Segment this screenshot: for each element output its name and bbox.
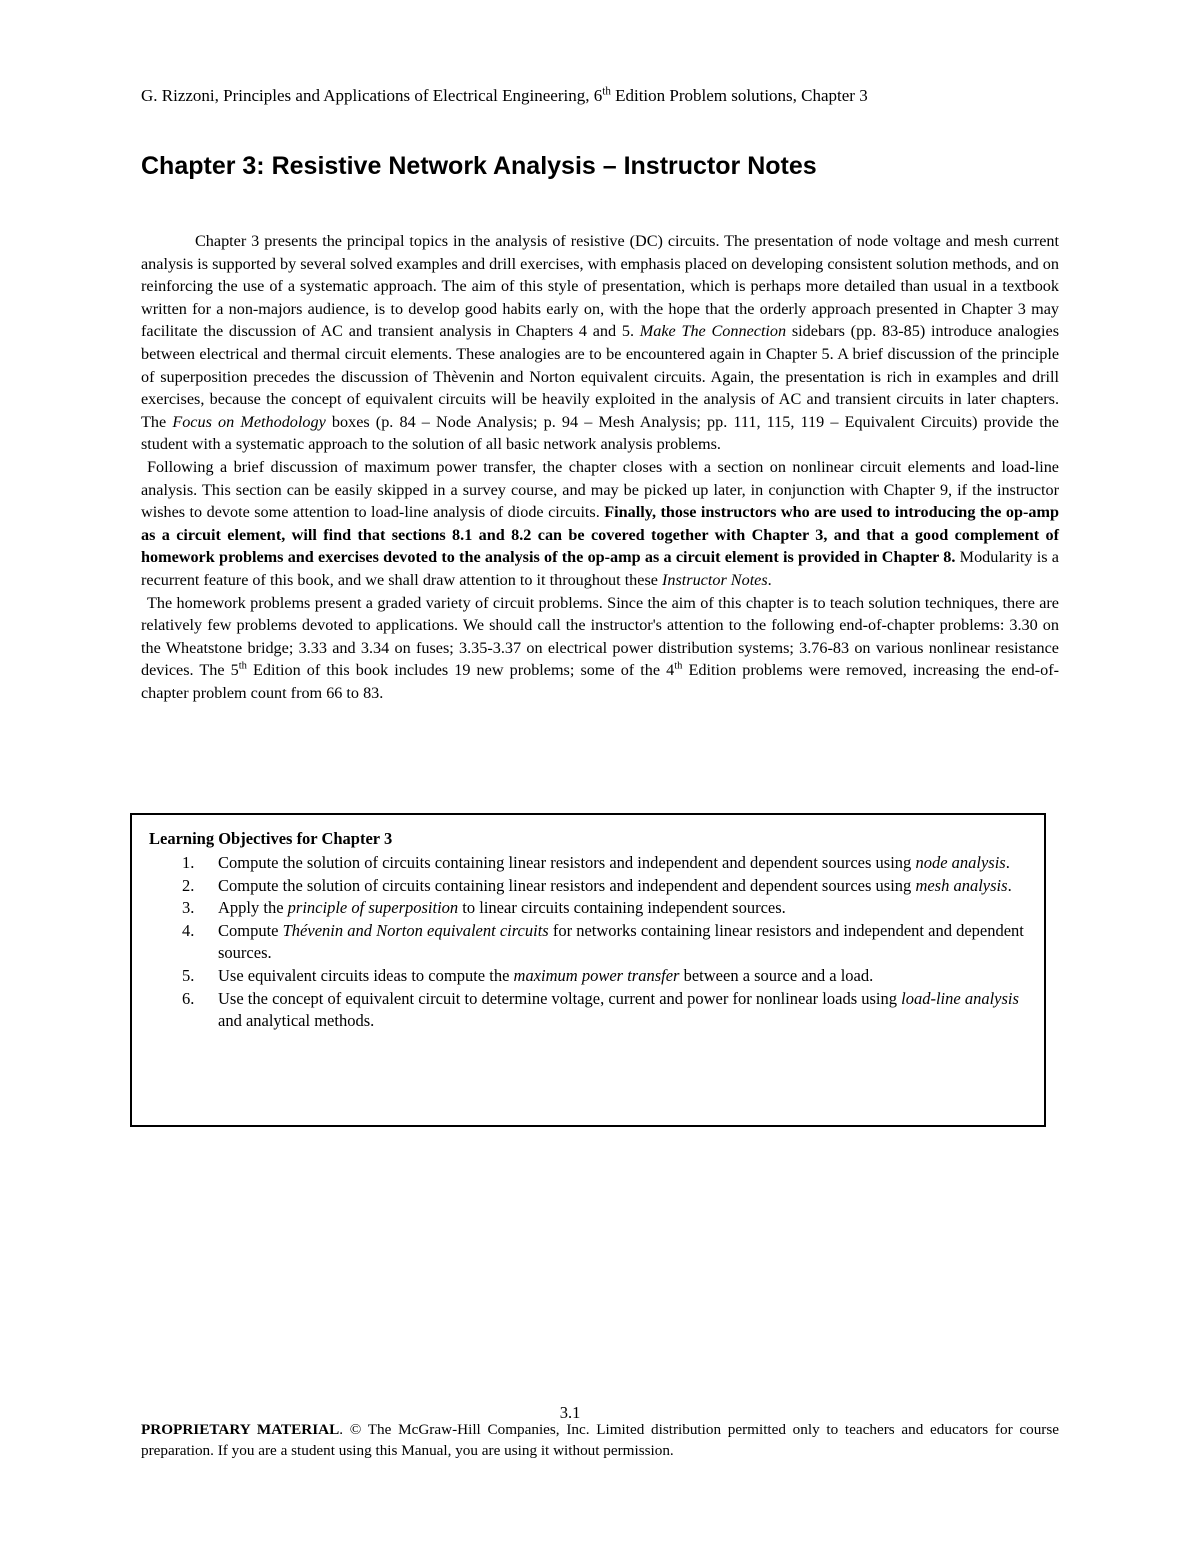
intro-paragraph-2: Following a brief discussion of maximum power transfer, the chapter closes with a section on nonlinear circuit elements and load-line analysis. This section can be easily skipped in a survey course, and may be picked up later, in conjunction with Chapter 9, if the instructor wishes to devote some attention to load-line analysis of diode circuits. Finally, those instructors who are used to introducing the op-amp as a circuit element, will find that sections 8.1 and 8.2 can be covered together with Chapter 3, and that a good complement of homework problems and exercises devoted to the analysis of the op-amp as a circuit element is provided in Chapter 8. Modularity is a recurrent feature of this book, and we shall draw attention to it throughout these Instructor Notes.	[141, 457, 1060, 589]
make-the-connection-term: Make The Connection	[639, 322, 787, 341]
objective-item: 6. Use the concept of equivalent circuit to determine voltage, current and power for nonlinear loads using load-line analysis and analytical methods.	[182, 988, 1019, 1031]
chapter-title: Chapter 3: Resistive Network Analysis – Instructor Notes	[141, 152, 817, 180]
learning-objectives-box	[130, 813, 1046, 1127]
intro-paragraph-1: Chapter 3 presents the principal topics in the analysis of resistive (DC) circuits. The presentation of node voltage and mesh current analysis is supported by several solved examples and drill exercises, with emphasis placed on developing consistent solution methods, and on reinforcing the use of a systematic approach. The aim of this style of presentation, which is perhaps more detailed than usual in a textbook written for a non-majors audience, is to develop good habits early on, with the hope that the orderly approach presented in Chapter 3 may facilitate the discussion of AC and transient analysis in Chapters 4 and 5. Make The Connection sidebars (pp. 83-85) introduce analogies between electrical and thermal circuit elements. These analogies are to be encountered again in Chapter 5. A brief discussion of the principle of superposition precedes the discussion of Thèvenin and Norton equivalent circuits. Again, the presentation is rich in examples and drill exercises, because the concept of equivalent circuits will be heavily exploited in the analysis of AC and transient circuits in later chapters. The Focus on Methodology boxes (p. 84 – Node Analysis; p. 94 – Mesh Analysis; pp. 111, 115, 119 – Equivalent Circuits) provide the student with a systematic approach to the solution of all basic network analysis problems.	[141, 232, 1059, 454]
objective-item: 4. Compute Thévenin and Norton equivalent circuits for networks containing linear resistors and independent and dependent sources.	[182, 920, 1024, 963]
header-superscript: th	[602, 85, 611, 98]
instructor-notes-body	[141, 230, 1059, 704]
running-header	[141, 86, 1041, 106]
intro-paragraph-3: The homework problems present a graded variety of circuit problems. Since the aim of this chapter is to teach solution techniques, there are relatively few problems devoted to applications. We should call the instructor's attention to the following end-of-chapter problems: 3.30 on the Wheatstone bridge; 3.33 and 3.34 on fuses; 3.35-3.37 on electrical power distribution systems; 3.76-83 on various nonlinear resistance devices. The 5th Edition of this book includes 19 new problems; some of the 4th Edition problems were removed, increasing the end-of-chapter problem count from 66 to 83.	[141, 593, 1059, 702]
footer-text: . © The McGraw-Hill Companies, Inc. Limited distribution permitted only to teachers and educators for course preparation. If you are a student using this Manual, you are using it without permission.	[141, 1421, 1059, 1459]
learning-objectives-title: Learning Objectives for Chapter 3	[149, 829, 393, 848]
page-number: 3.1	[559, 1403, 581, 1422]
op-amp-note: Finally, those instructors who are used to introducing the op-amp as a circuit element, will find that sections 8.1 and 8.2 can be covered together with Chapter 3, and that a good complement of homework problems and exercises devoted to the analysis of the op-amp as a circuit element is provided in Chapter 8.	[141, 503, 1060, 567]
objective-item: 3. Apply the principle of superposition to linear circuits containing independent sources.	[182, 898, 786, 918]
learning-objectives-list	[142, 852, 1032, 1033]
objective-item: 5. Use equivalent circuits ideas to compute the maximum power transfer between a source and a load.	[182, 965, 874, 985]
instructor-notes-term: Instructor Notes	[662, 570, 768, 589]
proprietary-footer	[141, 1419, 1059, 1461]
objective-item: 2. Compute the solution of circuits containing linear resistors and independent and dependent sources using mesh analysis.	[182, 875, 1012, 895]
objective-item: 1. Compute the solution of circuits containing linear resistors and independent and dependent sources using node analysis.	[182, 853, 1010, 872]
header-text: G. Rizzoni, Principles and Applications of Electrical Engineering, 6	[141, 86, 603, 105]
focus-on-methodology-term: Focus on Methodology	[172, 412, 326, 431]
header-text-end: Edition Problem solutions, Chapter 3	[610, 86, 868, 105]
proprietary-label: PROPRIETARY MATERIAL	[141, 1421, 340, 1438]
